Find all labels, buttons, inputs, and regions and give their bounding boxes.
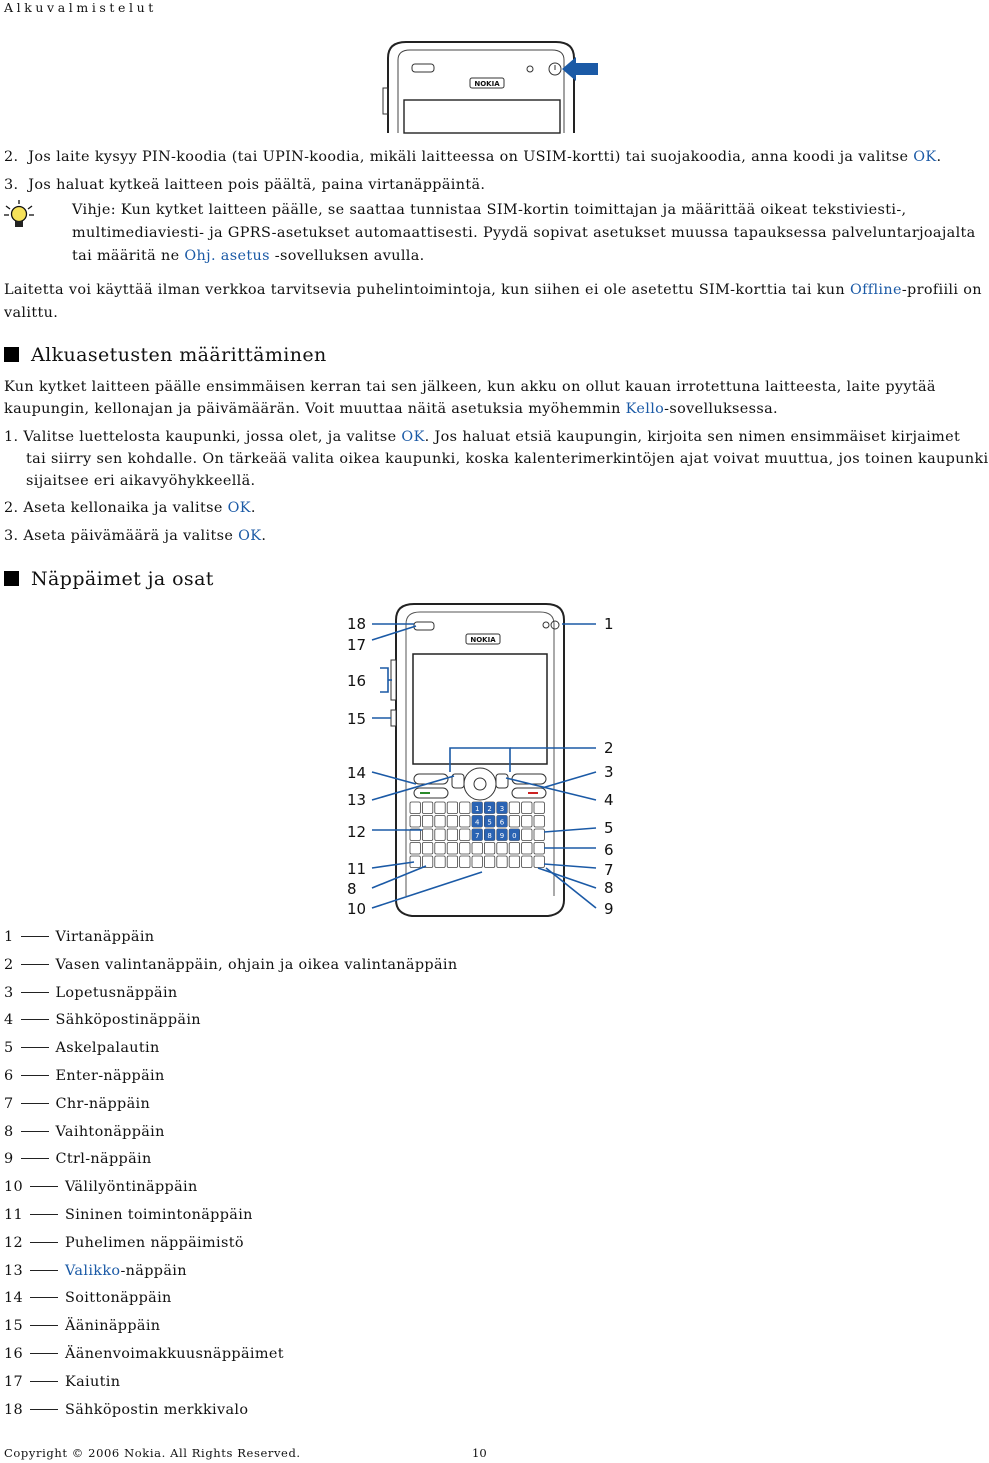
keypad-key bbox=[460, 856, 470, 868]
legend-number: 3 bbox=[4, 984, 14, 1001]
legend-number: 11 bbox=[4, 1207, 24, 1223]
keypad-key bbox=[497, 843, 507, 855]
legend-number: 10 bbox=[4, 1179, 24, 1196]
ok-link: OK bbox=[913, 149, 937, 165]
keypad-key bbox=[522, 843, 532, 855]
legend-item bbox=[4, 1151, 152, 1167]
keypad-key bbox=[447, 802, 457, 814]
legend-label: Enter-näppäin bbox=[55, 1068, 165, 1084]
tip-line-1: Vihje: Kun kytket laitteen päälle, se saattaa tunnistaa SIM-kortin toimittajan ja määrittää oikeat tekstiviesti-, bbox=[72, 202, 907, 218]
keypad-key bbox=[435, 843, 445, 855]
step-2: 2. Jos laite kysyy PIN-koodia (tai UPIN-koodia, mikäli laitteessa on USIM-kortti) tai suojakoodia, anna koodi ja valitse OK. bbox=[4, 149, 942, 165]
section1-intro-line-2: kaupungin, kellonajan ja päivämäärän. Voit muuttaa näitä asetuksia myöhemmin Kello-sovelluksessa. bbox=[4, 401, 778, 417]
keypad-key bbox=[410, 802, 420, 814]
legend-number: 18 bbox=[4, 1401, 24, 1418]
legend-dash bbox=[30, 1381, 58, 1382]
callout-left: 8 bbox=[347, 880, 357, 898]
keypad-key bbox=[422, 829, 432, 841]
number-key-label: 9 bbox=[499, 832, 505, 840]
legend-label: Lopetusnäppäin bbox=[55, 984, 178, 1001]
keypad-key bbox=[522, 856, 532, 868]
callout-right: 4 bbox=[604, 791, 614, 809]
section-heading-alkuasetukset: Alkuasetusten määrittäminen bbox=[4, 344, 327, 366]
keypad-key bbox=[435, 856, 445, 868]
legend-dash bbox=[21, 964, 49, 965]
callout-left: 15 bbox=[347, 710, 367, 728]
legend-label: Sähköpostinäppäin bbox=[55, 1012, 201, 1029]
keypad-key bbox=[447, 816, 457, 828]
keypad-key bbox=[447, 843, 457, 855]
keypad-key bbox=[484, 856, 494, 868]
legend-item bbox=[4, 1263, 187, 1279]
callout-right: 7 bbox=[604, 861, 614, 879]
legend-number: 13 bbox=[4, 1262, 24, 1279]
section1-step-1-line-2: tai siirry sen kohdalle. On tärkeää valita oikea kaupunki, koska kalenterimerkintöjen ajat voivat muuttua, jos toinen kaupunki bbox=[26, 451, 989, 467]
legend-dash bbox=[21, 992, 49, 993]
legend-label: Puhelimen näppäimistö bbox=[65, 1234, 244, 1251]
callout-right: 8 bbox=[604, 879, 614, 897]
legend-label: -näppäin bbox=[120, 1262, 187, 1279]
callout-left: 16 bbox=[347, 672, 367, 690]
legend-dash bbox=[21, 1131, 49, 1132]
legend-dash bbox=[30, 1325, 58, 1326]
callout-right: 9 bbox=[604, 900, 614, 918]
legend-number: 5 bbox=[4, 1040, 14, 1057]
keypad-key bbox=[422, 843, 432, 855]
keypad-key bbox=[534, 802, 544, 814]
callout-left: 13 bbox=[347, 791, 367, 809]
legend-label: Sähköpostin merkkivalo bbox=[65, 1401, 249, 1418]
number-key-label: 4 bbox=[474, 818, 480, 827]
legend-dash bbox=[21, 1019, 49, 1020]
legend-label: Virtanäppäin bbox=[55, 929, 155, 945]
legend-dash bbox=[30, 1242, 58, 1243]
section-heading-nappaimet: Näppäimet ja osat bbox=[4, 568, 214, 590]
section1-step-1-line-1: 1. Valitse luettelosta kaupunki, jossa olet, ja valitse OK. Jos haluat etsiä kaupungin, kirjoita sen nimen ensimmäiset kirjaimet bbox=[4, 429, 961, 445]
tip-line-2: multimediaviesti- ja GPRS-asetukset automaattisesti. Pyydä sopivat asetukset muussa tapauksessa palveluntarjoajalta bbox=[72, 225, 976, 241]
legend-dash bbox=[21, 1103, 49, 1104]
legend-label: Kaiutin bbox=[65, 1373, 121, 1390]
legend-label: Sininen toimintonäppäin bbox=[65, 1207, 253, 1223]
legend-item bbox=[4, 929, 154, 945]
callout-left: 17 bbox=[347, 636, 367, 654]
legend-dash bbox=[30, 1409, 58, 1410]
number-key-label: 2 bbox=[487, 805, 492, 813]
legend-number: 4 bbox=[4, 1012, 14, 1029]
callout-right: 3 bbox=[604, 763, 614, 781]
number-key-label: 6 bbox=[499, 818, 505, 827]
step-3: 3. Jos haluat kytkeä laitteen pois päältä, paina virtanäppäintä. bbox=[4, 177, 486, 193]
ohj-asetus-link: Ohj. asetus bbox=[184, 248, 270, 264]
legend-number: 14 bbox=[4, 1290, 24, 1307]
legend-label: Ääninäppäin bbox=[65, 1318, 161, 1335]
callout-right: 5 bbox=[604, 819, 614, 837]
legend-item bbox=[4, 1040, 160, 1056]
valikko-link: Valikko bbox=[65, 1262, 121, 1279]
keypad-key bbox=[460, 816, 470, 828]
keypad-key bbox=[460, 843, 470, 855]
legend-number: 16 bbox=[4, 1346, 24, 1362]
legend-item bbox=[4, 1290, 172, 1306]
callout-right: 1 bbox=[604, 615, 614, 633]
legend-item bbox=[4, 1346, 284, 1362]
legend-dash bbox=[21, 1158, 49, 1159]
section1-step-1-line-3: sijaitsee eri aikavyöhykkeellä. bbox=[26, 473, 256, 489]
legend-label: Chr-näppäin bbox=[55, 1095, 151, 1112]
keypad-key bbox=[509, 843, 519, 855]
keypad-key bbox=[447, 829, 457, 841]
callout-right: 6 bbox=[604, 841, 614, 859]
tip-line-3: tai määritä ne Ohj. asetus -sovelluksen avulla. bbox=[72, 248, 425, 264]
keypad-key bbox=[422, 816, 432, 828]
section-bullet-icon bbox=[4, 571, 19, 586]
offline-para-line-2: valittu. bbox=[4, 305, 59, 321]
keypad-key bbox=[534, 816, 544, 828]
callout-right: 2 bbox=[604, 739, 614, 757]
legend-item bbox=[4, 1012, 201, 1028]
keypad-key bbox=[522, 802, 532, 814]
keypad-key bbox=[522, 816, 532, 828]
phone-top-illustration bbox=[380, 38, 610, 134]
legend-number: 2 bbox=[4, 956, 14, 973]
legend-item bbox=[4, 1374, 120, 1390]
callout-left: 14 bbox=[347, 764, 367, 782]
callout-left: 11 bbox=[347, 860, 367, 878]
phone-diagram-brand: NOKIA bbox=[470, 636, 496, 644]
keypad-key bbox=[435, 816, 445, 828]
legend-number: 15 bbox=[4, 1318, 24, 1335]
keypad-key bbox=[472, 843, 482, 855]
keypad-key bbox=[435, 802, 445, 814]
section1-step-3: 3. Aseta päivämäärä ja valitse OK. bbox=[4, 528, 267, 544]
legend-number: 9 bbox=[4, 1151, 14, 1168]
section-bullet-icon bbox=[4, 347, 19, 362]
callout-left: 10 bbox=[347, 900, 367, 918]
legend-dash bbox=[30, 1297, 58, 1298]
legend-dash bbox=[21, 936, 49, 937]
number-key-label: 0 bbox=[512, 832, 517, 840]
legend-label: Soittonäppäin bbox=[65, 1290, 172, 1307]
offline-para-line-1: Laitetta voi käyttää ilman verkkoa tarvitsevia puhelintoimintoja, kun siihen ei ole asetettu SIM-korttia tai kun Offline-profiili on bbox=[4, 282, 982, 298]
keypad-grid bbox=[410, 802, 544, 868]
legend-dash bbox=[30, 1214, 58, 1215]
legend-item bbox=[4, 1179, 198, 1195]
legend-dash bbox=[30, 1353, 58, 1354]
legend-item bbox=[4, 1402, 248, 1418]
keypad-key bbox=[422, 802, 432, 814]
legend-number: 1 bbox=[4, 929, 14, 945]
legend-number: 7 bbox=[4, 1095, 14, 1112]
keypad-key bbox=[522, 829, 532, 841]
legend-item bbox=[4, 1124, 165, 1140]
kello-link: Kello bbox=[625, 401, 665, 417]
keypad-key bbox=[534, 856, 544, 868]
legend-label: Askelpalautin bbox=[55, 1040, 160, 1057]
callout-left: 12 bbox=[347, 823, 367, 841]
legend-label: Ctrl-näppäin bbox=[55, 1151, 152, 1168]
keypad-key bbox=[447, 856, 457, 868]
legend-label: Äänenvoimakkuusnäppäimet bbox=[65, 1346, 284, 1362]
lightbulb-icon bbox=[2, 198, 36, 234]
number-key-label: 7 bbox=[474, 832, 480, 840]
offline-link: Offline bbox=[849, 282, 902, 298]
arrow-icon bbox=[562, 57, 598, 81]
running-head: Alkuvalmistelut bbox=[4, 0, 157, 15]
legend-item bbox=[4, 1207, 253, 1223]
keypad-key bbox=[472, 856, 482, 868]
legend-number: 8 bbox=[4, 1123, 14, 1140]
phone-diagram bbox=[330, 600, 630, 925]
number-key-label: 1 bbox=[474, 805, 480, 813]
legend-item bbox=[4, 1235, 244, 1251]
legend-label: Välilyöntinäppäin bbox=[65, 1179, 198, 1196]
legend-dash bbox=[30, 1186, 58, 1187]
section1-intro-line-1: Kun kytket laitteen päälle ensimmäisen kerran tai sen jälkeen, kun akku on ollut kauan irrotettuna laitteesta, laite pyytää bbox=[4, 379, 936, 395]
keypad-key bbox=[509, 856, 519, 868]
keypad-key bbox=[410, 816, 420, 828]
keypad-key bbox=[497, 856, 507, 868]
keypad-key bbox=[534, 829, 544, 841]
legend-label: Vaihtonäppäin bbox=[55, 1123, 165, 1140]
legend-number: 12 bbox=[4, 1234, 24, 1251]
keypad-key bbox=[410, 843, 420, 855]
keypad-key bbox=[460, 802, 470, 814]
keypad-key bbox=[435, 829, 445, 841]
keypad-key bbox=[534, 843, 544, 855]
footer-copyright: Copyright © 2006 Nokia. All Rights Reserved. bbox=[4, 1446, 301, 1460]
callout-left: 18 bbox=[347, 615, 367, 633]
legend-dash bbox=[21, 1047, 49, 1048]
keypad-key bbox=[509, 816, 519, 828]
section1-step-2: 2. Aseta kellonaika ja valitse OK. bbox=[4, 500, 256, 516]
legend-item bbox=[4, 1096, 150, 1112]
number-key-label: 3 bbox=[499, 805, 505, 813]
legend-dash bbox=[30, 1270, 58, 1271]
legend-item bbox=[4, 1068, 165, 1084]
legend-item bbox=[4, 985, 178, 1001]
page-number: 10 bbox=[472, 1446, 487, 1460]
legend-number: 17 bbox=[4, 1373, 24, 1390]
phone-top-brand: NOKIA bbox=[474, 80, 500, 88]
legend-label: Vasen valintanäppäin, ohjain ja oikea valintanäppäin bbox=[55, 956, 458, 973]
tip-label: Vihje: bbox=[72, 202, 116, 218]
keypad-key bbox=[484, 843, 494, 855]
legend-item bbox=[4, 957, 457, 973]
legend-number: 6 bbox=[4, 1068, 14, 1084]
number-key-label: 5 bbox=[487, 818, 492, 827]
legend-item bbox=[4, 1318, 160, 1334]
legend-dash bbox=[21, 1075, 49, 1076]
keypad-key bbox=[460, 829, 470, 841]
keypad-key bbox=[509, 802, 519, 814]
keypad-key bbox=[422, 856, 432, 868]
number-key-label: 8 bbox=[487, 832, 492, 840]
